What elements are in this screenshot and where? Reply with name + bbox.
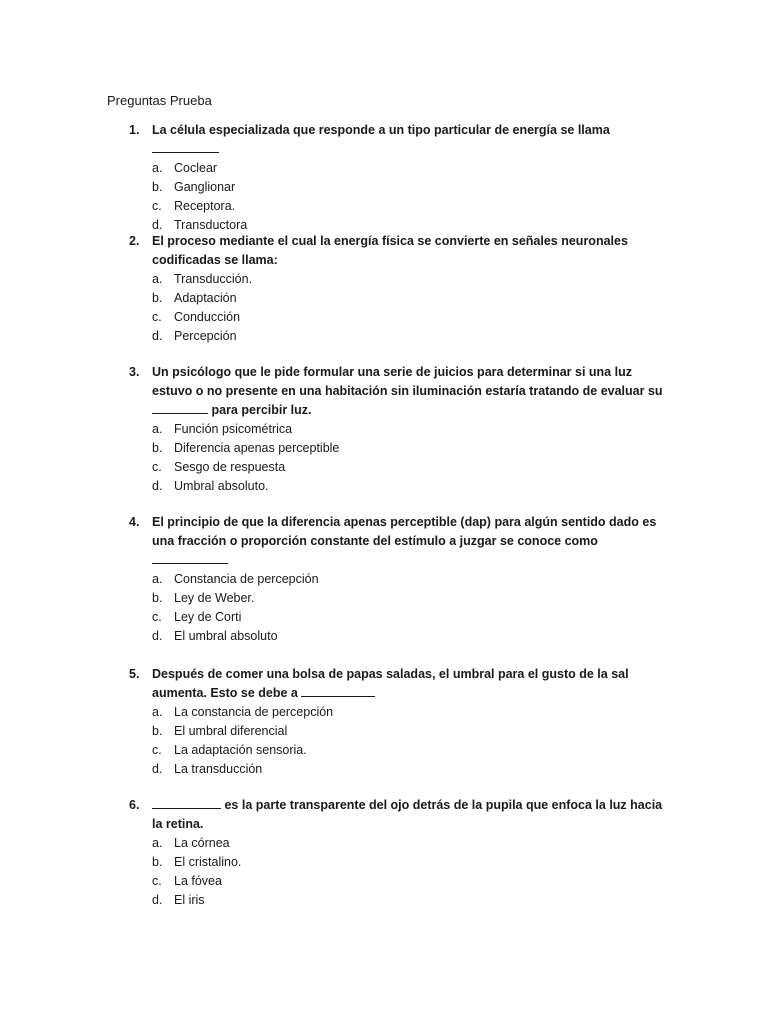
option-text: El umbral absoluto (174, 629, 278, 643)
option-letter: d. (152, 479, 163, 493)
question-number: 6. (129, 798, 140, 812)
option-text: Función psicométrica (174, 422, 293, 436)
option-text: El iris (174, 893, 205, 907)
question-text: Un psicólogo que le pide formular una serie de juicios para determinar si una luz estuvo o no presente en una habitación sin iluminación estaría tratando de evaluar su (152, 365, 663, 398)
option-letter: a. (152, 572, 163, 586)
option-b (107, 178, 667, 197)
answer-blank (152, 140, 219, 153)
answer-blank (152, 551, 228, 564)
question-6 (107, 796, 667, 910)
question-text-after-blank: es la parte transparente del ojo detrás de la pupila que enfoca la luz hacia la retina. (152, 798, 663, 831)
question-number: 5. (129, 667, 140, 681)
option-text: Conducción (174, 310, 241, 324)
option-text: El umbral diferencial (174, 724, 288, 738)
option-letter: c. (152, 743, 162, 757)
option-text: Diferencia apenas perceptible (174, 441, 340, 455)
question-4 (107, 513, 667, 646)
option-letter: b. (152, 591, 163, 605)
option-letter: b. (152, 291, 163, 305)
option-a (107, 270, 667, 289)
option-d (107, 477, 667, 496)
option-text: La córnea (174, 836, 230, 850)
option-a (107, 703, 667, 722)
question-number: 4. (129, 515, 140, 529)
question-stem (107, 796, 667, 834)
option-text: Umbral absoluto. (174, 479, 269, 493)
option-b (107, 289, 667, 308)
option-text: La adaptación sensoria. (174, 743, 307, 757)
option-text: Transducción. (174, 272, 253, 286)
option-c (107, 197, 667, 216)
option-c (107, 308, 667, 327)
question-3 (107, 363, 667, 496)
option-text: La constancia de percepción (174, 705, 334, 719)
option-letter: c. (152, 874, 162, 888)
question-text-after-blank: para percibir luz. (211, 403, 312, 417)
answer-blank (152, 796, 221, 809)
option-d (107, 627, 667, 646)
option-letter: c. (152, 310, 162, 324)
answer-blank (301, 684, 375, 697)
option-letter: d. (152, 893, 163, 907)
option-text: Sesgo de respuesta (174, 460, 286, 474)
option-text: Adaptación (174, 291, 237, 305)
question-stem (107, 513, 667, 570)
option-c (107, 741, 667, 760)
option-b (107, 439, 667, 458)
document-title: Preguntas Prueba (107, 93, 212, 108)
option-c (107, 608, 667, 627)
option-text: El cristalino. (174, 855, 242, 869)
option-a (107, 834, 667, 853)
question-text: El principio de que la diferencia apenas perceptible (dap) para algún sentido dado es una fracción o proporción constante del estímulo a juzgar se conoce como (152, 515, 657, 548)
option-letter: d. (152, 629, 163, 643)
option-letter: d. (152, 218, 163, 232)
question-1 (107, 121, 667, 235)
option-text: La fóvea (174, 874, 222, 888)
question-2 (107, 232, 667, 346)
question-text: Después de comer una bolsa de papas saladas, el umbral para el gusto de la sal aumenta. Esto se debe a (152, 667, 629, 700)
option-b (107, 589, 667, 608)
option-letter: a. (152, 161, 163, 175)
question-stem (107, 232, 667, 270)
option-d (107, 891, 667, 910)
option-text: La transducción (174, 762, 263, 776)
question-text: La célula especializada que responde a un tipo particular de energía se llama (152, 123, 610, 137)
option-a (107, 420, 667, 439)
option-letter: d. (152, 329, 163, 343)
question-text: El proceso mediante el cual la energía física se convierte en señales neuronales codificadas se llama: (152, 234, 628, 267)
question-stem (107, 665, 667, 703)
option-d (107, 760, 667, 779)
option-letter: b. (152, 180, 163, 194)
option-letter: c. (152, 610, 162, 624)
question-number: 3. (129, 365, 140, 379)
option-a (107, 159, 667, 178)
option-letter: c. (152, 199, 162, 213)
option-text: Coclear (174, 161, 218, 175)
option-letter: b. (152, 441, 163, 455)
option-text: Ley de Corti (174, 610, 242, 624)
question-number: 2. (129, 234, 140, 248)
option-letter: a. (152, 705, 163, 719)
option-text: Transductora (174, 218, 248, 232)
option-letter: b. (152, 724, 163, 738)
question-5 (107, 665, 667, 779)
option-letter: d. (152, 762, 163, 776)
option-text: Ganglionar (174, 180, 236, 194)
option-letter: a. (152, 272, 163, 286)
question-stem (107, 121, 667, 159)
question-number: 1. (129, 123, 140, 137)
answer-blank (152, 401, 208, 414)
option-a (107, 570, 667, 589)
question-stem (107, 363, 667, 420)
option-text: Ley de Weber. (174, 591, 255, 605)
option-letter: a. (152, 836, 163, 850)
option-text: Percepción (174, 329, 237, 343)
option-c (107, 458, 667, 477)
option-letter: b. (152, 855, 163, 869)
option-b (107, 722, 667, 741)
option-b (107, 853, 667, 872)
option-letter: c. (152, 460, 162, 474)
option-letter: a. (152, 422, 163, 436)
option-d (107, 327, 667, 346)
option-text: Receptora. (174, 199, 236, 213)
option-text: Constancia de percepción (174, 572, 319, 586)
option-c (107, 872, 667, 891)
